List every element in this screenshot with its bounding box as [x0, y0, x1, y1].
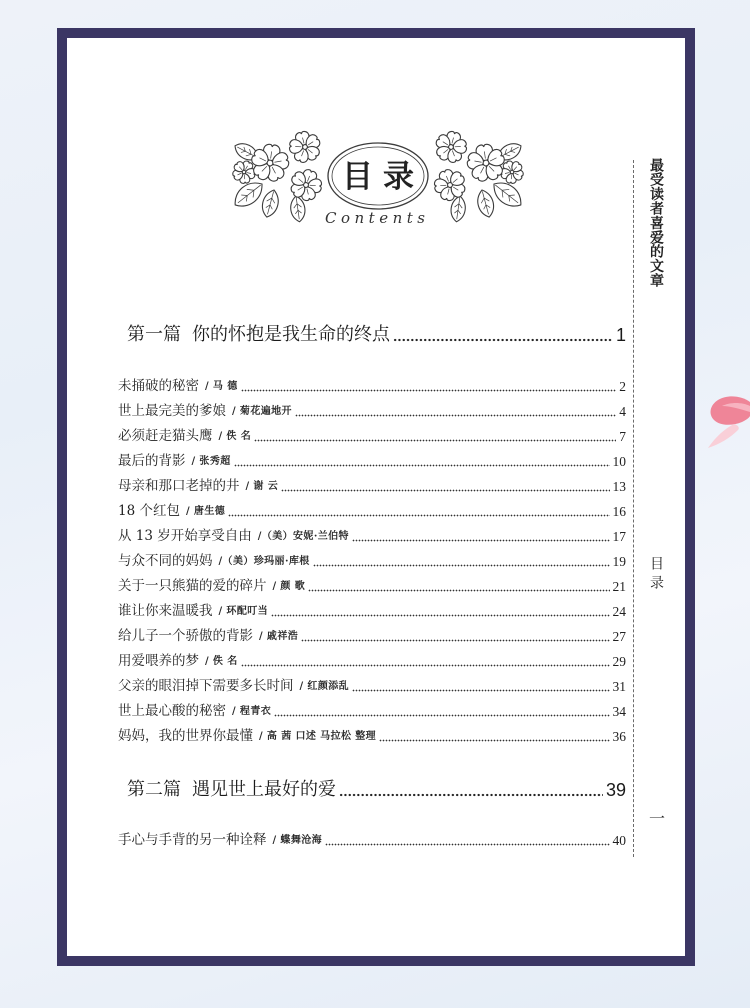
section-page-number: 39: [605, 780, 626, 800]
entry-title: 世上最完美的爹娘: [118, 403, 226, 419]
entry-page-number: 7: [619, 429, 626, 444]
entry-author: / 唐生德: [185, 506, 226, 517]
entry-title: 母亲和那口老掉的井: [118, 478, 240, 494]
entry-author: / 颜 歌: [272, 581, 306, 592]
toc-entry: [118, 374, 626, 399]
dot-leader: [379, 739, 609, 742]
section-label: 第一篇: [127, 324, 181, 345]
petal-decoration: [698, 392, 750, 454]
toc-entry: [118, 724, 626, 749]
dot-leader: [274, 714, 609, 717]
entry-title: 谁让你来温暖我: [118, 603, 213, 619]
entry-author: / 张秀超: [191, 456, 231, 467]
entry-author: / 马 德: [205, 381, 238, 392]
toc-entry: [118, 524, 626, 549]
toc-entry: [118, 424, 626, 449]
toc-entry: [118, 674, 626, 699]
dot-leader: [352, 539, 610, 542]
section-label-vertical: 目录: [648, 556, 664, 594]
toc-entry: [118, 699, 626, 724]
entry-title: 手心与手背的另一种诠释: [118, 832, 267, 848]
entry-title: 世上最心酸的秘密: [118, 703, 226, 719]
dot-leader: [313, 564, 610, 567]
section-heading: [127, 779, 626, 801]
section-title: 你的怀抱是我生命的终点: [192, 324, 390, 345]
dot-leader: [271, 614, 609, 617]
toc-entry: [118, 624, 626, 649]
entry-page-number: 31: [612, 679, 626, 694]
entry-list: [118, 828, 626, 853]
entry-title: 未捅破的秘密: [118, 378, 199, 394]
entry-page-number: 21: [612, 579, 626, 594]
entry-list: [118, 374, 626, 749]
left-flower-cluster: [227, 128, 327, 223]
entry-author: / 蝶舞沧海: [272, 835, 323, 846]
entry-title: 与众不同的妈妈: [118, 553, 213, 569]
right-flower-cluster: [429, 128, 529, 223]
dot-leader: [241, 389, 617, 392]
entry-page-number: 16: [612, 504, 626, 519]
dot-leader: [301, 639, 609, 642]
entry-page-number: 13: [612, 479, 626, 494]
section-heading: [127, 324, 626, 346]
dot-leader: [308, 589, 609, 592]
petal-body: [711, 396, 750, 424]
dot-leader: [393, 338, 613, 342]
section-page-number: 1: [615, 325, 626, 345]
entry-author: / 戚祥浩: [259, 631, 299, 642]
entry-author: / 佚 名: [205, 656, 238, 667]
dot-leader: [241, 664, 610, 667]
entry-author: / 谢 云: [245, 481, 279, 492]
dot-leader: [234, 464, 610, 467]
entry-title: 用爱喂养的梦: [118, 653, 199, 669]
dot-leader: [325, 843, 609, 846]
toc-entry: [118, 474, 626, 499]
entry-title: 从 13 岁开始享受自由: [118, 528, 252, 544]
toc-entry: [118, 449, 626, 474]
side-divider: [633, 160, 634, 857]
entry-page-number: 17: [612, 529, 626, 544]
entry-page-number: 10: [612, 454, 626, 469]
entry-page-number: 27: [612, 629, 626, 644]
entry-page-number: 34: [612, 704, 626, 719]
entry-page-number: 4: [619, 404, 626, 419]
table-of-contents: [118, 324, 626, 853]
toc-entry: [118, 649, 626, 674]
entry-page-number: 29: [612, 654, 626, 669]
toc-section-1: [118, 324, 626, 749]
entry-page-number: 40: [612, 833, 626, 848]
entry-title: 父亲的眼泪掉下需要多长时间: [118, 678, 294, 694]
page-subtitle: Contents: [325, 209, 430, 227]
toc-entry: [118, 499, 626, 524]
toc-entry: [118, 399, 626, 424]
entry-page-number: 36: [612, 729, 626, 744]
entry-title: 必须赶走猫头鹰: [118, 428, 213, 444]
entry-title: 妈妈，我的世界你最懂: [118, 728, 253, 744]
entry-author: / 红颜添乱: [299, 681, 350, 692]
entry-page-number: 24: [612, 604, 626, 619]
dot-leader: [254, 439, 616, 442]
dot-leader: [339, 793, 603, 797]
entry-author: /（美）珍玛丽·库根: [218, 556, 310, 567]
entry-author: / 高 茜 口述 马拉松 整理: [259, 731, 377, 742]
toc-entry: [118, 574, 626, 599]
section-label: 第二篇: [127, 779, 181, 800]
toc-entry: [118, 828, 626, 853]
entry-author: / 佚 名: [218, 431, 252, 442]
page-title: 目录: [342, 159, 424, 195]
entry-title: 关于一只熊猫的爱的碎片: [118, 578, 267, 594]
entry-page-number: 2: [619, 379, 626, 394]
book-title-vertical: 最受读者喜爱的文章: [648, 158, 664, 288]
entry-title: 最后的背影: [118, 453, 186, 469]
dot-leader: [281, 489, 609, 492]
entry-title: 给儿子一个骄傲的背影: [118, 628, 253, 644]
page-number: 一: [649, 809, 666, 828]
section-title: 遇见世上最好的爱: [192, 779, 336, 800]
toc-entry: [118, 549, 626, 574]
dot-leader: [295, 414, 616, 417]
entry-page-number: 19: [612, 554, 626, 569]
entry-title: 18 个红包: [118, 503, 180, 519]
entry-author: /（美）安妮·兰伯特: [257, 531, 349, 542]
dot-leader: [228, 514, 609, 517]
toc-entry: [118, 599, 626, 624]
entry-author: / 菊花遍地开: [232, 406, 292, 417]
entry-author: / 环配叮当: [218, 606, 269, 617]
petal-tail: [708, 424, 739, 448]
entry-author: / 程青衣: [232, 706, 272, 717]
dot-leader: [352, 689, 609, 692]
toc-section-2: [118, 779, 626, 853]
